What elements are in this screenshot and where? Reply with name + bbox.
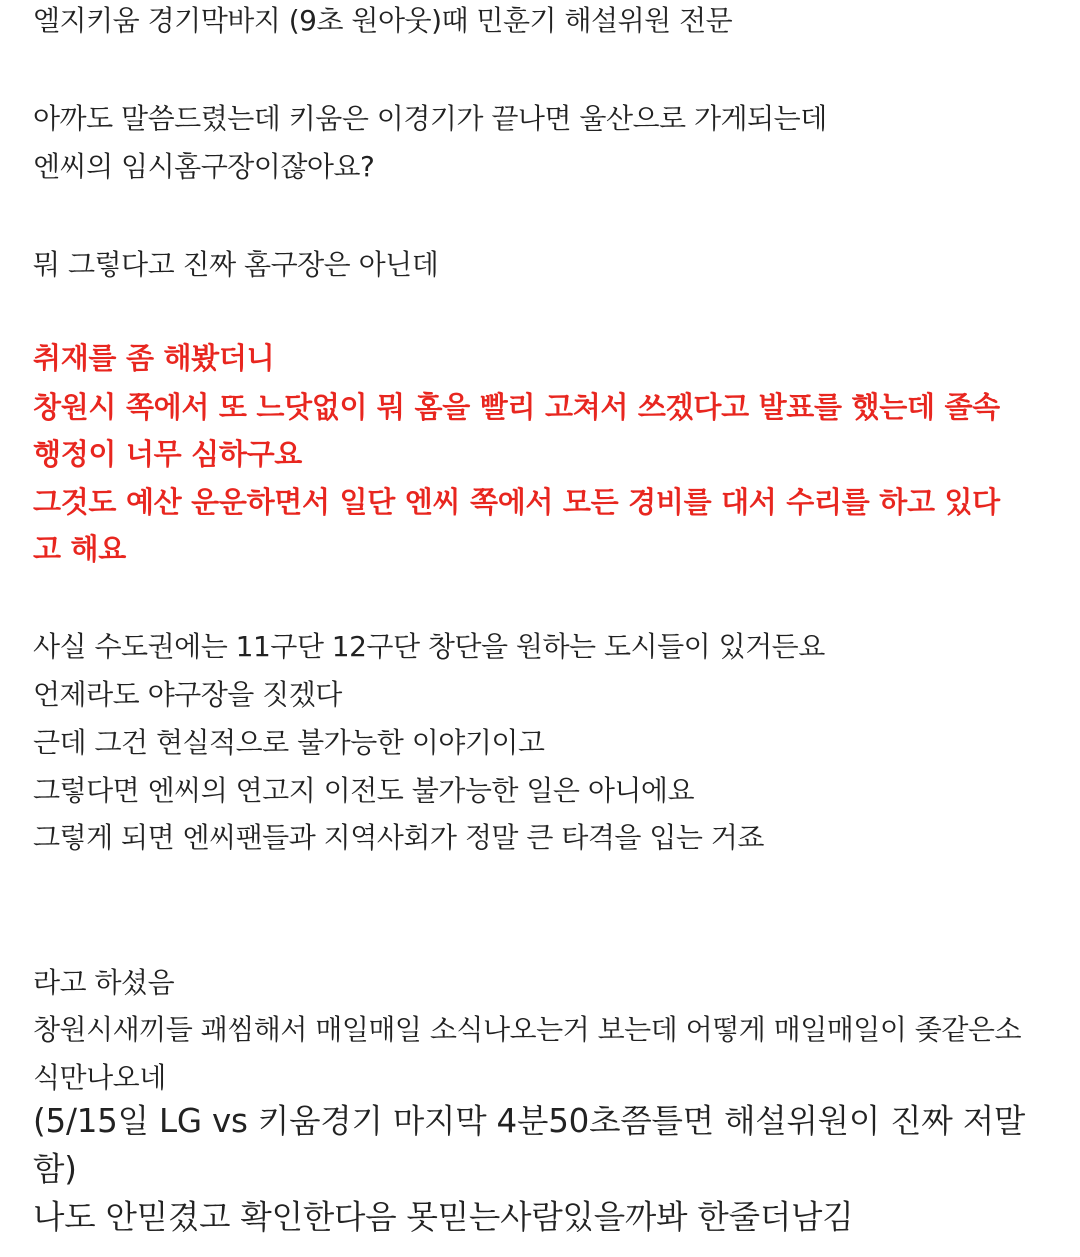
highlight-line-5: 고 해요 (33, 532, 126, 566)
post-title: 엘지키움 경기막바지 (9초 원아웃)때 민훈기 해설위원 전문 (33, 4, 733, 37)
footer-line-1: (5/15일 LG vs 키움경기 마지막 4분50초쯤틀면 해설위원이 진짜 저말 (33, 1102, 1026, 1140)
highlight-line-2: 창원시 쪽에서 또 느닷없이 뭐 홈을 빨리 고쳐서 쓰겠다고 발표를 했는데 졸속 (33, 390, 1000, 424)
body-line-5: 그렇게 되면 엔씨팬들과 지역사회가 정말 큰 타격을 입는 거죠 (33, 821, 764, 854)
highlight-line-1: 취재를 좀 해봤더니 (33, 341, 275, 375)
comment-line-3: 식만나오네 (33, 1061, 166, 1094)
intro-line-1: 아까도 말씀드렸는데 키움은 이경기가 끝나면 울산으로 가게되는데 (33, 102, 827, 135)
intro-line-2: 엔씨의 임시홈구장이잖아요? (33, 150, 375, 183)
comment-line-1: 라고 하셨음 (33, 966, 175, 999)
highlight-line-3: 행정이 너무 심하구요 (33, 437, 303, 471)
footer-line-3: 나도 안믿겼고 확인한다음 못믿는사람있을까봐 한줄더남김 (33, 1198, 854, 1236)
aside-line: 뭐 그렇다고 진짜 홈구장은 아닌데 (33, 248, 439, 281)
body-line-3: 근데 그건 현실적으로 불가능한 이야기이고 (33, 726, 545, 759)
body-line-2: 언제라도 야구장을 짓겠다 (33, 678, 342, 711)
comment-line-2: 창원시새끼들 괘씸해서 매일매일 소식나오는거 보는데 어떻게 매일매일이 좆같은소 (33, 1013, 1021, 1046)
body-line-1: 사실 수도권에는 11구단 12구단 창단을 원하는 도시들이 있거든요 (33, 630, 825, 663)
body-line-4: 그렇다면 엔씨의 연고지 이전도 불가능한 일은 아니에요 (33, 774, 695, 807)
footer-line-2: 함) (33, 1150, 77, 1188)
highlight-line-4: 그것도 예산 운운하면서 일단 엔씨 쪽에서 모든 경비를 대서 수리를 하고 있다 (33, 485, 1000, 519)
